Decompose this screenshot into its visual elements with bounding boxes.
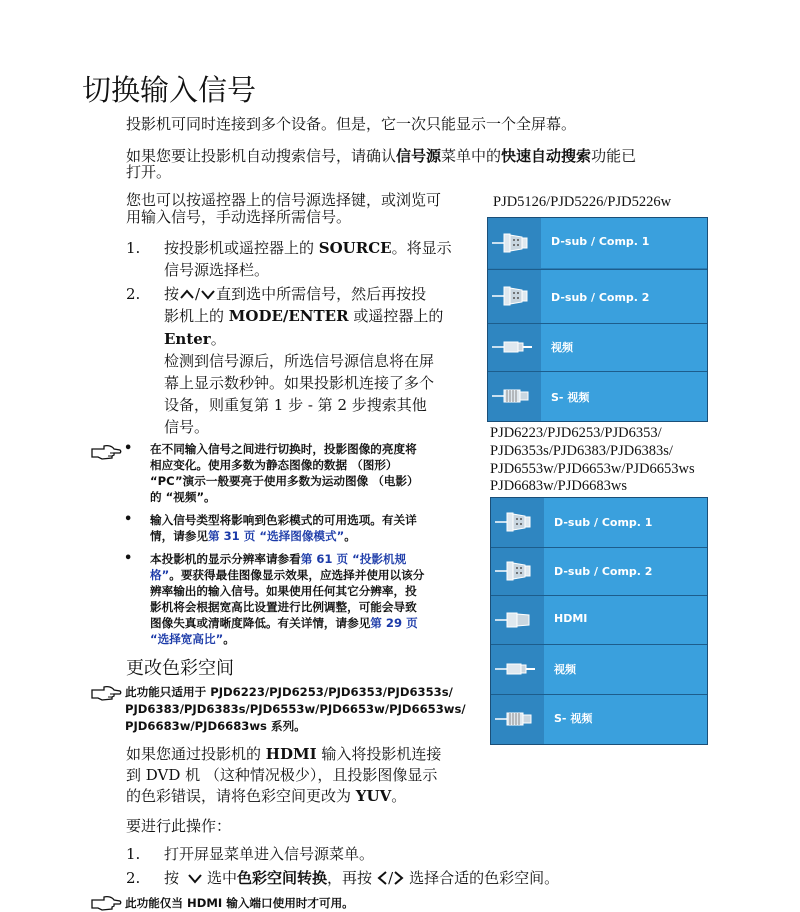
intro-paragraph-2: [126, 146, 636, 167]
menu-item-dsub-1[interactable]: [488, 218, 707, 268]
step-text: 按投影机或遥控器上的: [164, 239, 319, 257]
color-note-line2: PJD6383/PJD6383s/PJD6553w/PJD6653w/PJD6653ws/: [125, 702, 466, 716]
note-text: 本投影机的显示分辨率请参看: [150, 552, 301, 566]
menu-item-video[interactable]: [488, 324, 707, 371]
intro-text: 功能已: [591, 147, 637, 165]
bullet: •: [124, 512, 133, 527]
source-key: SOURCE: [318, 239, 392, 257]
step-2-para-line1: 检测到信号源后，所选信号源信息将在屏: [164, 352, 435, 370]
step-text: 直到选中所需信号，然后再按投: [216, 285, 427, 303]
step-text: 。将显示: [391, 239, 452, 257]
menu-2-model-line4: PJD6683w/PJD6683ws: [490, 478, 627, 494]
menu-item-s-video[interactable]: [488, 372, 707, 421]
step-number: 1.: [126, 845, 141, 863]
note-1-line2: 相应变化。使用多数为静态图像的数据 （图形）: [150, 458, 398, 472]
color-step-2: [164, 867, 559, 889]
section-heading: 更改色彩空间: [126, 658, 234, 679]
menu-item-label: 视频: [554, 663, 576, 676]
rca-connector-icon: [491, 645, 544, 694]
menu-item-video[interactable]: [491, 645, 707, 694]
rca-connector-icon: [488, 324, 541, 371]
intro-paragraph-1: 投影机可同时连接到多个设备。但是，它一次只能显示一个全屏幕。: [126, 115, 577, 133]
link-page-61[interactable]: 第 61 页 “投影机规: [300, 552, 407, 566]
note-hand-icon: [90, 443, 122, 461]
bullet: •: [124, 551, 133, 566]
link-page-29[interactable]: 第 29 页: [370, 616, 418, 630]
down-arrow-icon: [200, 288, 216, 300]
vga-connector-icon: [488, 218, 541, 268]
menu-item-dsub-1[interactable]: [491, 498, 707, 547]
hdmi-term: HDMI: [265, 745, 317, 763]
note-text: 。: [344, 529, 356, 543]
note-hand-icon: [90, 684, 122, 702]
source-menu-2: [490, 497, 708, 745]
note-text: 。要获得最佳图像显示效果，应选择并使用以该分: [169, 568, 425, 582]
note-2-line1: 输入信号类型将影响到色彩模式的可用选项。有关详: [150, 513, 417, 527]
s-video-connector-icon: [488, 372, 541, 421]
link-page-61-cont[interactable]: 格”: [150, 568, 170, 582]
source-menu-term: 信号源: [396, 147, 442, 165]
color-step-1: 打开屏显菜单进入信号源菜单。: [164, 845, 375, 863]
color-para-line3: [126, 786, 406, 807]
step-text: 选中: [207, 869, 238, 887]
step-text: /: [388, 869, 394, 887]
intro-paragraph-3-line2: 用输入信号，手动选择所需信号。: [126, 208, 352, 226]
menu-item-label: HDMI: [554, 612, 588, 625]
step-2-para-line4: 信号。: [164, 418, 210, 436]
note-2-line2: [150, 527, 356, 545]
step-number: 1.: [126, 239, 141, 257]
bottom-note: 此功能仅当 HDMI 输入端口使用时才可用。: [125, 896, 354, 910]
menu-1-model: PJD5126/PJD5226/PJD5226w: [493, 194, 672, 210]
bullet: •: [124, 441, 133, 456]
note-1-line4: 的 “视频”。: [150, 490, 216, 504]
step-text: 按: [164, 869, 180, 887]
menu-item-dsub-2[interactable]: [491, 548, 707, 595]
step-text: /: [195, 285, 201, 303]
menu-item-label: S- 视频: [554, 712, 593, 725]
note-3-line3: 辨率输出的输入信号。如果使用任何其它分辨率，投: [150, 584, 417, 598]
vga-connector-icon: [491, 548, 544, 595]
step-text: 。: [210, 330, 226, 348]
para-text: 的色彩错误，请将色彩空间更改为: [126, 787, 356, 805]
right-arrow-icon: [393, 870, 405, 886]
menu-item-dsub-2[interactable]: [488, 270, 707, 323]
step-2-para-line3: 设备，则重复第 1 步 - 第 2 步搜索其他: [164, 396, 427, 414]
note-text: 图像失真或清晰度降低。有关详情，请参见: [150, 616, 371, 630]
para-text: 如果您通过投影机的: [126, 745, 266, 763]
menu-2-model-line2: PJD6353s/PJD6383/PJD6383s/: [490, 443, 673, 459]
yuv-term: YUV: [355, 787, 392, 805]
menu-2-model-line3: PJD6553w/PJD6653w/PJD6653ws: [490, 461, 695, 477]
step-2-para-line2: 幕上显示数秒钟。如果投影机连接了多个: [164, 374, 435, 392]
quick-auto-search-term: 快速自动搜索: [501, 147, 592, 165]
intro-paragraph-3-line1: 您也可以按遥控器上的信号源选择键，或浏览可: [126, 191, 442, 209]
menu-2-model-line1: PJD6223/PJD6253/PJD6353/: [490, 425, 662, 441]
step-number: 2.: [126, 869, 141, 887]
step-text: ，再按: [327, 869, 373, 887]
menu-item-label: S- 视频: [551, 391, 590, 404]
step-number: 2.: [126, 285, 141, 303]
step-text: 影机上的: [164, 307, 229, 325]
s-video-connector-icon: [491, 695, 544, 744]
menu-item-s-video[interactable]: [491, 695, 707, 744]
color-para-line2: 到 DVD 机 （这种情况极少），且投影图像显示: [126, 766, 438, 784]
color-space-conversion-term: 色彩空间转换: [237, 869, 328, 887]
note-text: 情，请参见: [150, 529, 208, 543]
step-text: 按: [164, 285, 180, 303]
hdmi-connector-icon: [491, 596, 544, 644]
intro-text: 菜单中的: [441, 147, 502, 165]
color-note-line1: 此功能只适用于 PJD6223/PJD6253/PJD6353/PJD6353s/: [125, 685, 453, 699]
intro-paragraph-2-line2: 打开。: [126, 163, 172, 181]
mode-enter-key: MODE/ENTER: [228, 307, 349, 325]
menu-item-label: D-sub / Comp. 1: [551, 235, 650, 248]
note-text: 。: [223, 632, 235, 646]
link-page-29-cont[interactable]: “选择宽高比”: [150, 632, 224, 646]
note-3-line4: 影机将会根据宽高比设置进行比例调整，可能会导致: [150, 600, 417, 614]
enter-key: Enter: [164, 330, 211, 348]
note-1-line1: 在不同输入信号之间进行切换时，投影图像的亮度将: [150, 442, 417, 456]
step-1-text-line2: 信号源选择栏。: [164, 261, 270, 279]
intro-text: 如果您要让投影机自动搜索信号，请确认: [126, 147, 397, 165]
menu-item-label: 视频: [551, 341, 573, 354]
step-1-text: [164, 237, 452, 259]
menu-item-label: D-sub / Comp. 2: [551, 291, 650, 304]
note-3-line6: [150, 630, 235, 648]
para-text: 。: [391, 787, 407, 805]
color-note-line3: PJD6683w/PJD6683ws 系列。: [125, 719, 306, 733]
step-2-text: [164, 283, 426, 305]
note-1-line3: “PC”演示一般要亮于使用多数为运动图像 （电影）: [150, 474, 419, 488]
up-arrow-icon: [179, 288, 195, 300]
down-arrow-icon: [187, 872, 203, 884]
step-text: 选择合适的色彩空间。: [409, 869, 560, 887]
note-hand-icon: [90, 894, 122, 912]
menu-item-hdmi[interactable]: [491, 596, 707, 644]
left-arrow-icon: [376, 870, 388, 886]
color-para-line1: [126, 744, 441, 765]
vga-connector-icon: [491, 498, 544, 547]
page-title: 切换输入信号: [82, 73, 257, 107]
source-menu-1: [487, 217, 708, 422]
menu-item-label: D-sub / Comp. 1: [554, 516, 653, 529]
step-2-text-line2: [164, 305, 443, 327]
step-2-text-line3: [164, 328, 226, 350]
menu-item-label: D-sub / Comp. 2: [554, 565, 653, 578]
para-text: 输入将投影机连接: [316, 745, 442, 763]
todo-label: 要进行此操作：: [126, 817, 232, 835]
step-text: 或遥控器上的: [348, 307, 444, 325]
link-page-31[interactable]: 第 31 页 “选择图像模式”: [207, 529, 345, 543]
vga-connector-icon: [488, 270, 541, 323]
